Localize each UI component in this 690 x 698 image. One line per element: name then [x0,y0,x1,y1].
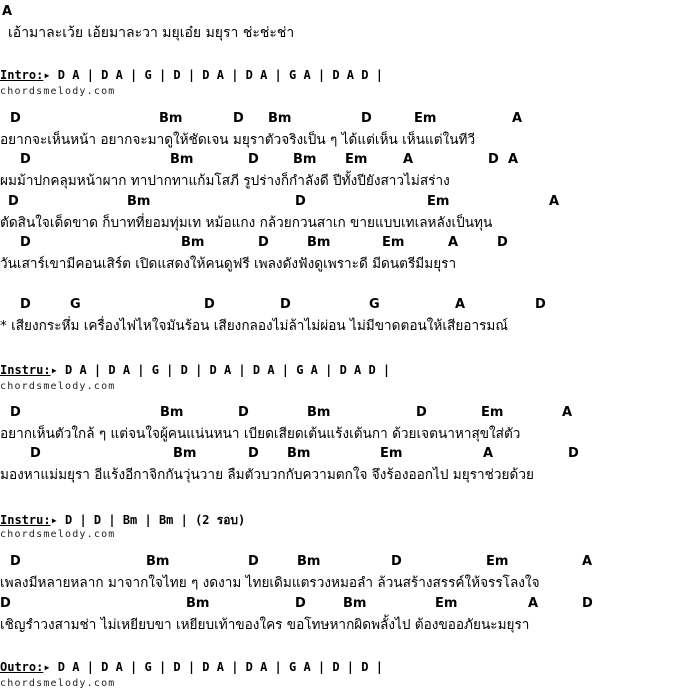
section-label: Intro: [0,68,44,82]
watermark: chordsmelody.com [0,529,116,540]
chord: Em [435,596,458,611]
chord: A [562,405,573,420]
chord: D [416,405,427,420]
chord: Bm [293,152,317,167]
chord: D [488,152,499,167]
chord: Bm [186,596,210,611]
section-chords: ▸ D | D | Bm | Bm | (2 รอบ) [50,513,246,527]
chord: D [204,297,215,312]
chord: A [455,297,466,312]
outro-section [0,660,383,674]
section-chords: ▸ D A | D A | G | D | D A | D A | G A | D A D | [50,363,391,377]
watermark: chordsmelody.com [0,86,116,97]
song-key: A [2,4,13,19]
section-label: Instru: [0,363,51,377]
chord: Bm [287,446,311,461]
chord: A [549,194,560,209]
song-title-line: เอ้ามาละเว้ย เอ้ยมาละวา มยุเอ๋ย มยุรา ช่ะช่ะช่า [8,25,295,41]
chord: D [280,297,291,312]
chord: D [248,554,259,569]
chord: Em [380,446,403,461]
chord: Bm [173,446,197,461]
chord: D [361,111,372,126]
chord: D [295,194,306,209]
chord: Bm [343,596,367,611]
chord: D [582,596,593,611]
section-label: Instru: [0,513,51,527]
chord: D [568,446,579,461]
instru-section-2 [0,511,245,530]
section-label: Outro: [0,660,44,674]
chord: Bm [297,554,321,569]
chord: D [0,596,11,611]
lyric-line: เพลงมีหลายหลาก มาจากใจไทย ๆ งดงาม ไทยเดิมแตรวงหมอลำ ล้วนสร้างสรรค์ให้จรรโลงใจ [0,575,540,591]
chord: A [528,596,539,611]
chord: A [403,152,414,167]
chord: A [512,111,523,126]
chord: D [535,297,546,312]
chord: D [248,152,259,167]
chord: Bm [146,554,170,569]
section-chords: ▸ D A | D A | G | D | D A | D A | G A | D | D | [43,660,383,674]
lyric-line: อยากจะเห็นหน้า อยากจะมาดูให้ชัดเจน มยุราตัวจริงเป็น ๆ ได้แต่เห็น เห็นแต่ในทีวี [0,132,476,148]
chord: Bm [307,235,331,250]
lyric-line: ตัดสินใจเด็ดขาด ก็บาทที่ยอมทุ่มเท หม้อแกง กล้วยกวนสาเก ขายแบบเทเลหลังเป็นทุน [0,215,493,231]
chord: Bm [268,111,292,126]
chord: A [448,235,459,250]
intro-section [0,68,383,82]
chord: Bm [181,235,205,250]
chord: D [295,596,306,611]
chord: Em [345,152,368,167]
chord: A [582,554,593,569]
chord: Bm [127,194,151,209]
chord: D [30,446,41,461]
lyric-line: ผมม้าปกคลุมหน้าผาก ทาปากทาแก้มโสภี รูปร่างก็กำลังดี ปีทั้งปียังสาวไม่สร่าง [0,173,450,189]
chord: Bm [170,152,194,167]
chord: A [508,152,519,167]
chord: Em [382,235,405,250]
chord: D [238,405,249,420]
chord: D [258,235,269,250]
chord: D [248,446,259,461]
lyric-line: เชิญรำวงสามช่า ไม่เหยียบขา เหยียบเท้าของใคร ขอโทษหากผิดพลั้งไป ต้องขออภัยนะมยุรา [0,617,530,633]
chord: G [369,297,380,312]
watermark: chordsmelody.com [0,678,116,689]
chord: Bm [159,111,183,126]
chord: D [10,554,21,569]
chord: Bm [160,405,184,420]
chord: D [8,194,19,209]
chord: D [10,111,21,126]
chord: Em [481,405,504,420]
lyric-line: * เสียงกระหึ่ม เครื่องไฟไหใจมันร้อน เสียงกลองไม่ล้าไม่ผ่อน ไม่มีขาดตอนให้เสียอารมณ์ [0,318,508,334]
chord: D [233,111,244,126]
lyric-line: อยากเห็นตัวใกล้ ๆ แต่จนใจผู้คนแน่นหนา เบียดเสียดเต้นแร้งเต้นกา ด้วยเจตนาหาสุขใส่ตัว [0,426,521,442]
chord: A [483,446,494,461]
chord: D [20,152,31,167]
chord: D [10,405,21,420]
chord: D [497,235,508,250]
chord: G [70,297,81,312]
chord: Bm [307,405,331,420]
chord: D [20,297,31,312]
section-chords: ▸ D A | D A | G | D | D A | D A | G A | D A D | [43,68,383,82]
lyric-line: มองหาแม่มยุรา อีแร้งอีกาจิกกันวุ่นวาย ลืมตัวบวกกับความตกใจ จึงร้องออกไป มยุราช่วยด้วย [0,467,534,483]
instru-section-1 [0,363,390,377]
chord: Em [427,194,450,209]
chord: D [20,235,31,250]
lyric-line: วันเสาร์เขามีคอนเสิร์ต เปิดแสดงให้คนดูฟรี เพลงดังฟังดูเพราะดี มีดนตรีมีมยุรา [0,256,457,272]
chord: Em [414,111,437,126]
chord: Em [486,554,509,569]
watermark: chordsmelody.com [0,381,116,392]
chord: D [391,554,402,569]
